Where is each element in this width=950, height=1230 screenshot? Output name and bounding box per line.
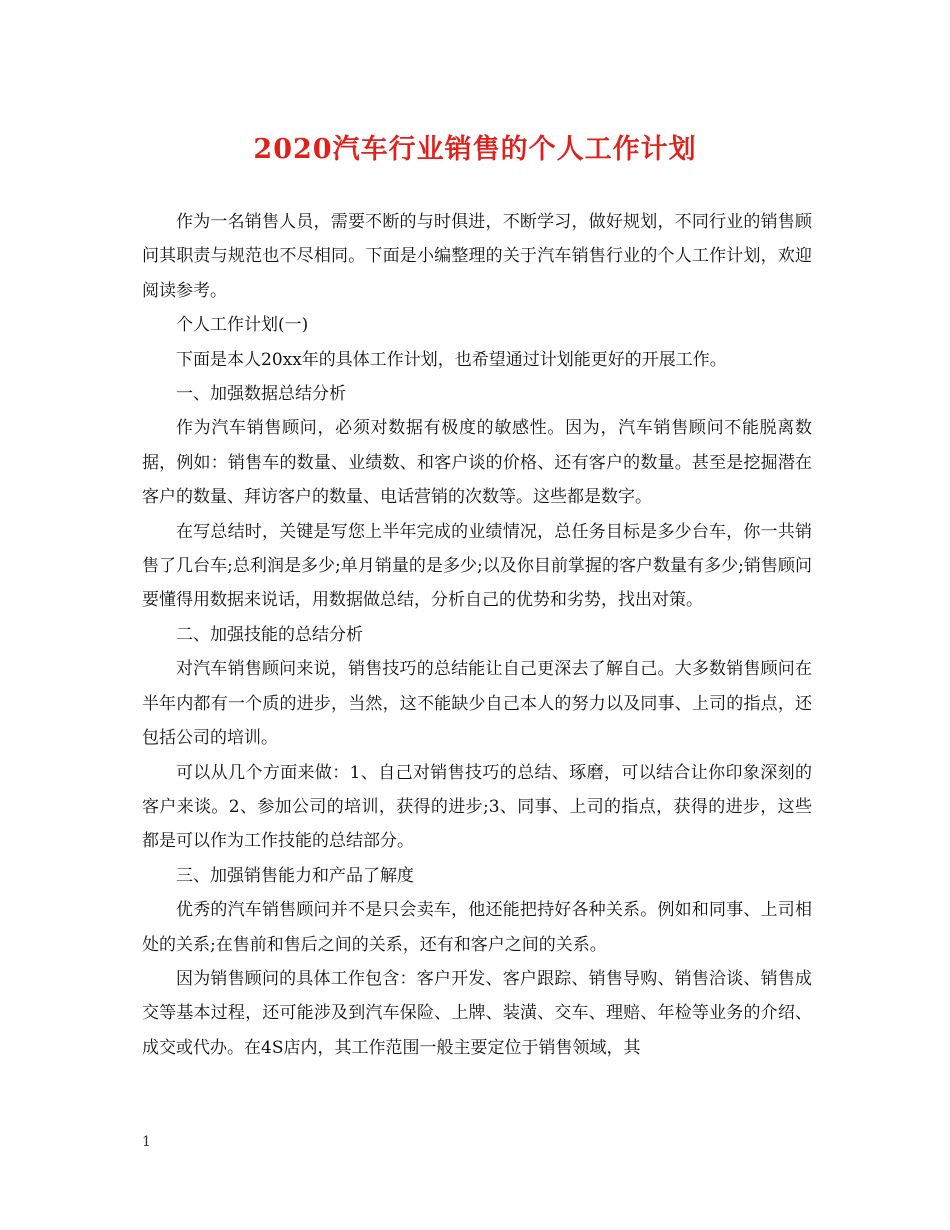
page-number: 1 bbox=[142, 1134, 151, 1150]
paragraph-job-scope: 因为销售顾问的具体工作包含：客户开发、客户跟踪、销售导购、销售洽谈、销售成交等基本过程，还可能涉及到汽车保险、上牌、装潢、交车、理赔、年检等业务的介绍、成交或代办。在4S店内，其工作范围一般主要定位于销售领域，其 bbox=[142, 968, 812, 1058]
document-body bbox=[142, 205, 812, 1065]
paragraph-intro: 作为一名销售人员，需要不断的与时俱进，不断学习，做好规划，不同行业的销售顾问其职责与规范也不尽相同。下面是小编整理的关于汽车销售行业的个人工作计划，欢迎阅读参考。 bbox=[142, 212, 812, 301]
paragraph-relationships: 优秀的汽车销售顾问并不是只会卖车，他还能把持好各种关系。例如和同事、上司相处的关系;在售前和售后之间的关系，还有和客户之间的关系。 bbox=[142, 900, 812, 955]
section-heading-skills-analysis: 二、加强技能的总结分析 bbox=[176, 624, 363, 645]
paragraph-plan-intro: 下面是本人20xx年的具体工作计划，也希望通过计划能更好的开展工作。 bbox=[176, 349, 727, 370]
section-heading-plan-one: 个人工作计划(一) bbox=[176, 315, 309, 336]
paragraph-skill-aspects: 可以从几个方面来做：1、自己对销售技巧的总结、琢磨，可以结合让你印象深刻的客户来谈。2、参加公司的培训，获得的进步;3、同事、上司的指点，获得的进步，这些都是可以作为工作技能的总结部分。 bbox=[142, 762, 812, 852]
section-heading-sales-ability: 三、加强销售能力和产品了解度 bbox=[176, 865, 414, 886]
paragraph-summary-writing: 在写总结时，关键是写您上半年完成的业绩情况，总任务目标是多少台车，你一共销售了几台车;总利润是多少;单月销量的是多少;以及你目前掌握的客户数量有多少;销售顾问要懂得用数据来说话，用数据做总结，分析自己的优势和劣势，找出对策。 bbox=[142, 521, 812, 611]
paragraph-sales-skills: 对汽车销售顾问来说，销售技巧的总结能让自己更深去了解自己。大多数销售顾问在半年内都有一个质的进步，当然，这不能缺少自己本人的努力以及同事、上司的指点，还包括公司的培训。 bbox=[142, 659, 812, 749]
section-heading-data-analysis: 一、加强数据总结分析 bbox=[176, 384, 346, 405]
paragraph-data-sensitivity: 作为汽车销售顾问，必须对数据有极度的敏感性。因为，汽车销售顾问不能脱离数据，例如：销售车的数量、业绩数、和客户谈的价格、还有客户的数量。甚至是挖掘潜在客户的数量、拜访客户的数量、电话营销的次数等。这些都是数字。 bbox=[142, 418, 812, 508]
document-title: 2020汽车行业销售的个人工作计划 bbox=[253, 134, 697, 165]
